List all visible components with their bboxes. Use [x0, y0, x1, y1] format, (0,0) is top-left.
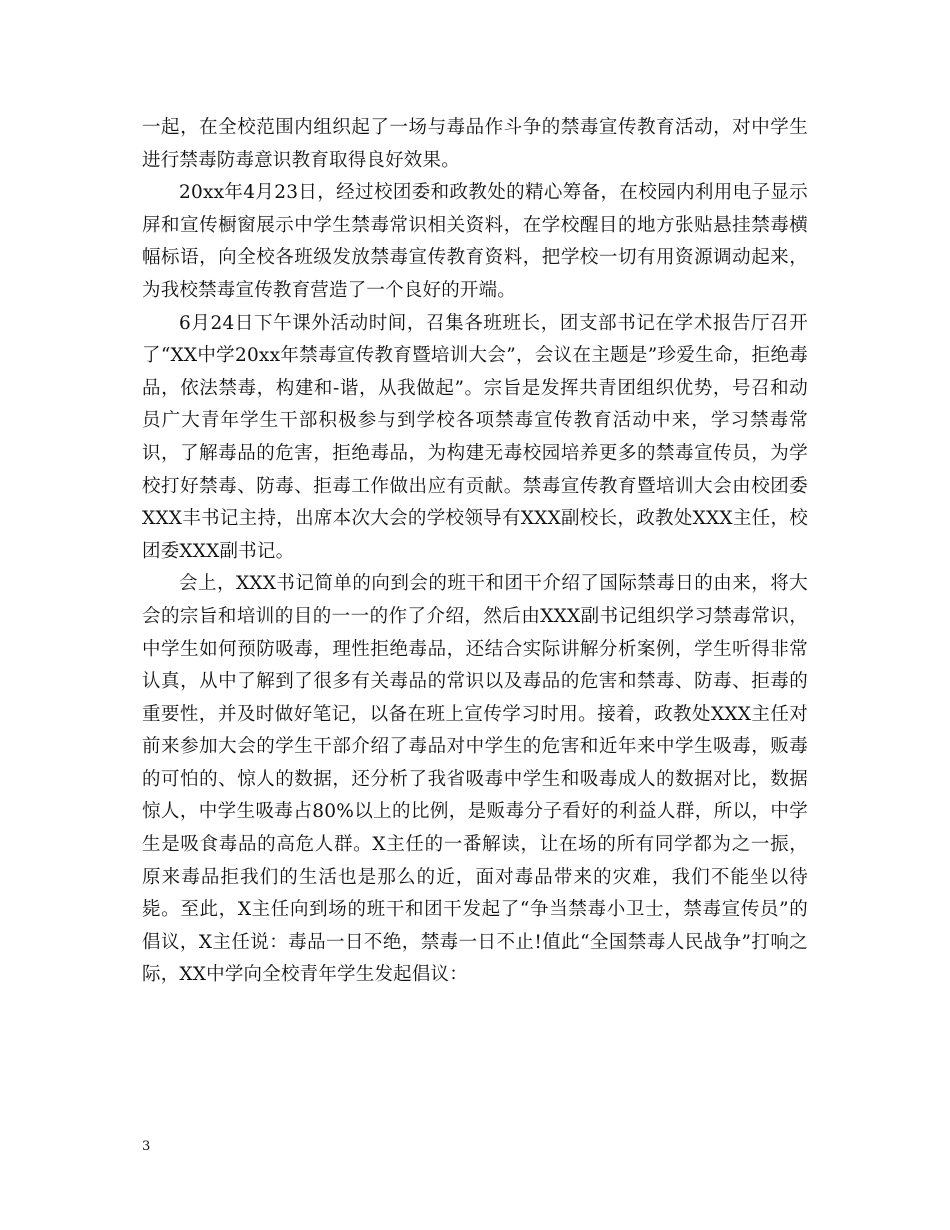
paragraph-meeting-details: 会上，XXX书记简单的向到会的班干和团干介绍了国际禁毒日的由来，将大会的宗旨和培训的目的一一的作了介绍，然后由XXX副书记组织学习禁毒常识，中学生如何预防吸毒，理性拒绝毒品，还结合实际讲解分析案例，学生听得非常认真，从中了解到了很多有关毒品的常识以及毒品的危害和禁毒、防毒、拒毒的重要性，并及时做好笔记，以备在班上宣传学习时用。接着，政教处XXX主任对前来参加大会的学生干部介绍了毒品对中学生的危害和近年来中学生吸毒，贩毒的可怕的、惊人的数据，还分析了我省吸毒中学生和吸毒成人的数据对比，数据惊人，中学生吸毒占80%以上的比例，是贩毒分子看好的利益人群，所以，中学生是吸食毒品的高危人群。X主任的一番解读，让在场的所有同学都为之一振，原来毒品拒我们的生活也是那么的近，面对毒品带来的灾难，我们不能坐以待毙。至此，X主任向到场的班干和团干发起了“争当禁毒小卫士，禁毒宣传员”的倡议，X主任说：毒品一日不绝，禁毒一日不止!值此“全国禁毒人民战争”打响之际，XX中学向全校青年学生发起倡议： — [142, 573, 808, 986]
paragraph-april-event: 20xx年4月23日，经过校团委和政教处的精心筹备，在校园内利用电子显示屏和宣传橱窗展示中学生禁毒常识相关资料，在学校醒目的地方张贴悬挂禁毒横幅标语，向全校各班级发放禁毒宣传教育资料，把学校一切有用资源调动起来，为我校禁毒宣传教育营造了一个良好的开端。 — [142, 182, 808, 301]
page-number: 3 — [142, 1139, 151, 1154]
paragraph-june-meeting: 6月24日下午课外活动时间，召集各班班长，团支部书记在学术报告厅召开了“XX中学20xx年禁毒宣传教育暨培训大会”，会议在主题是”珍爱生命，拒绝毒品，依法禁毒，构建和-谐，从我做起”。宗旨是发挥共青团组织优势，号召和动员广大青年学生干部积极参与到学校各项禁毒宣传教育活动中来，学习禁毒常识，了解毒品的危害，拒绝毒品，为构建无毒校园培养更多的禁毒宣传员，为学校打好禁毒、防毒、拒毒工作做出应有贡献。禁毒宣传教育暨培训大会由校团委XXX丰书记主持，出席本次大会的学校领导有XXX副校长，政教处XXX主任，校团委XXX副书记。 — [142, 312, 808, 562]
document-body — [142, 112, 808, 992]
paragraph-continuation: 一起，在全校范围内组织起了一场与毒品作斗争的禁毒宣传教育活动，对中学生进行禁毒防毒意识教育取得良好效果。 — [142, 117, 808, 171]
